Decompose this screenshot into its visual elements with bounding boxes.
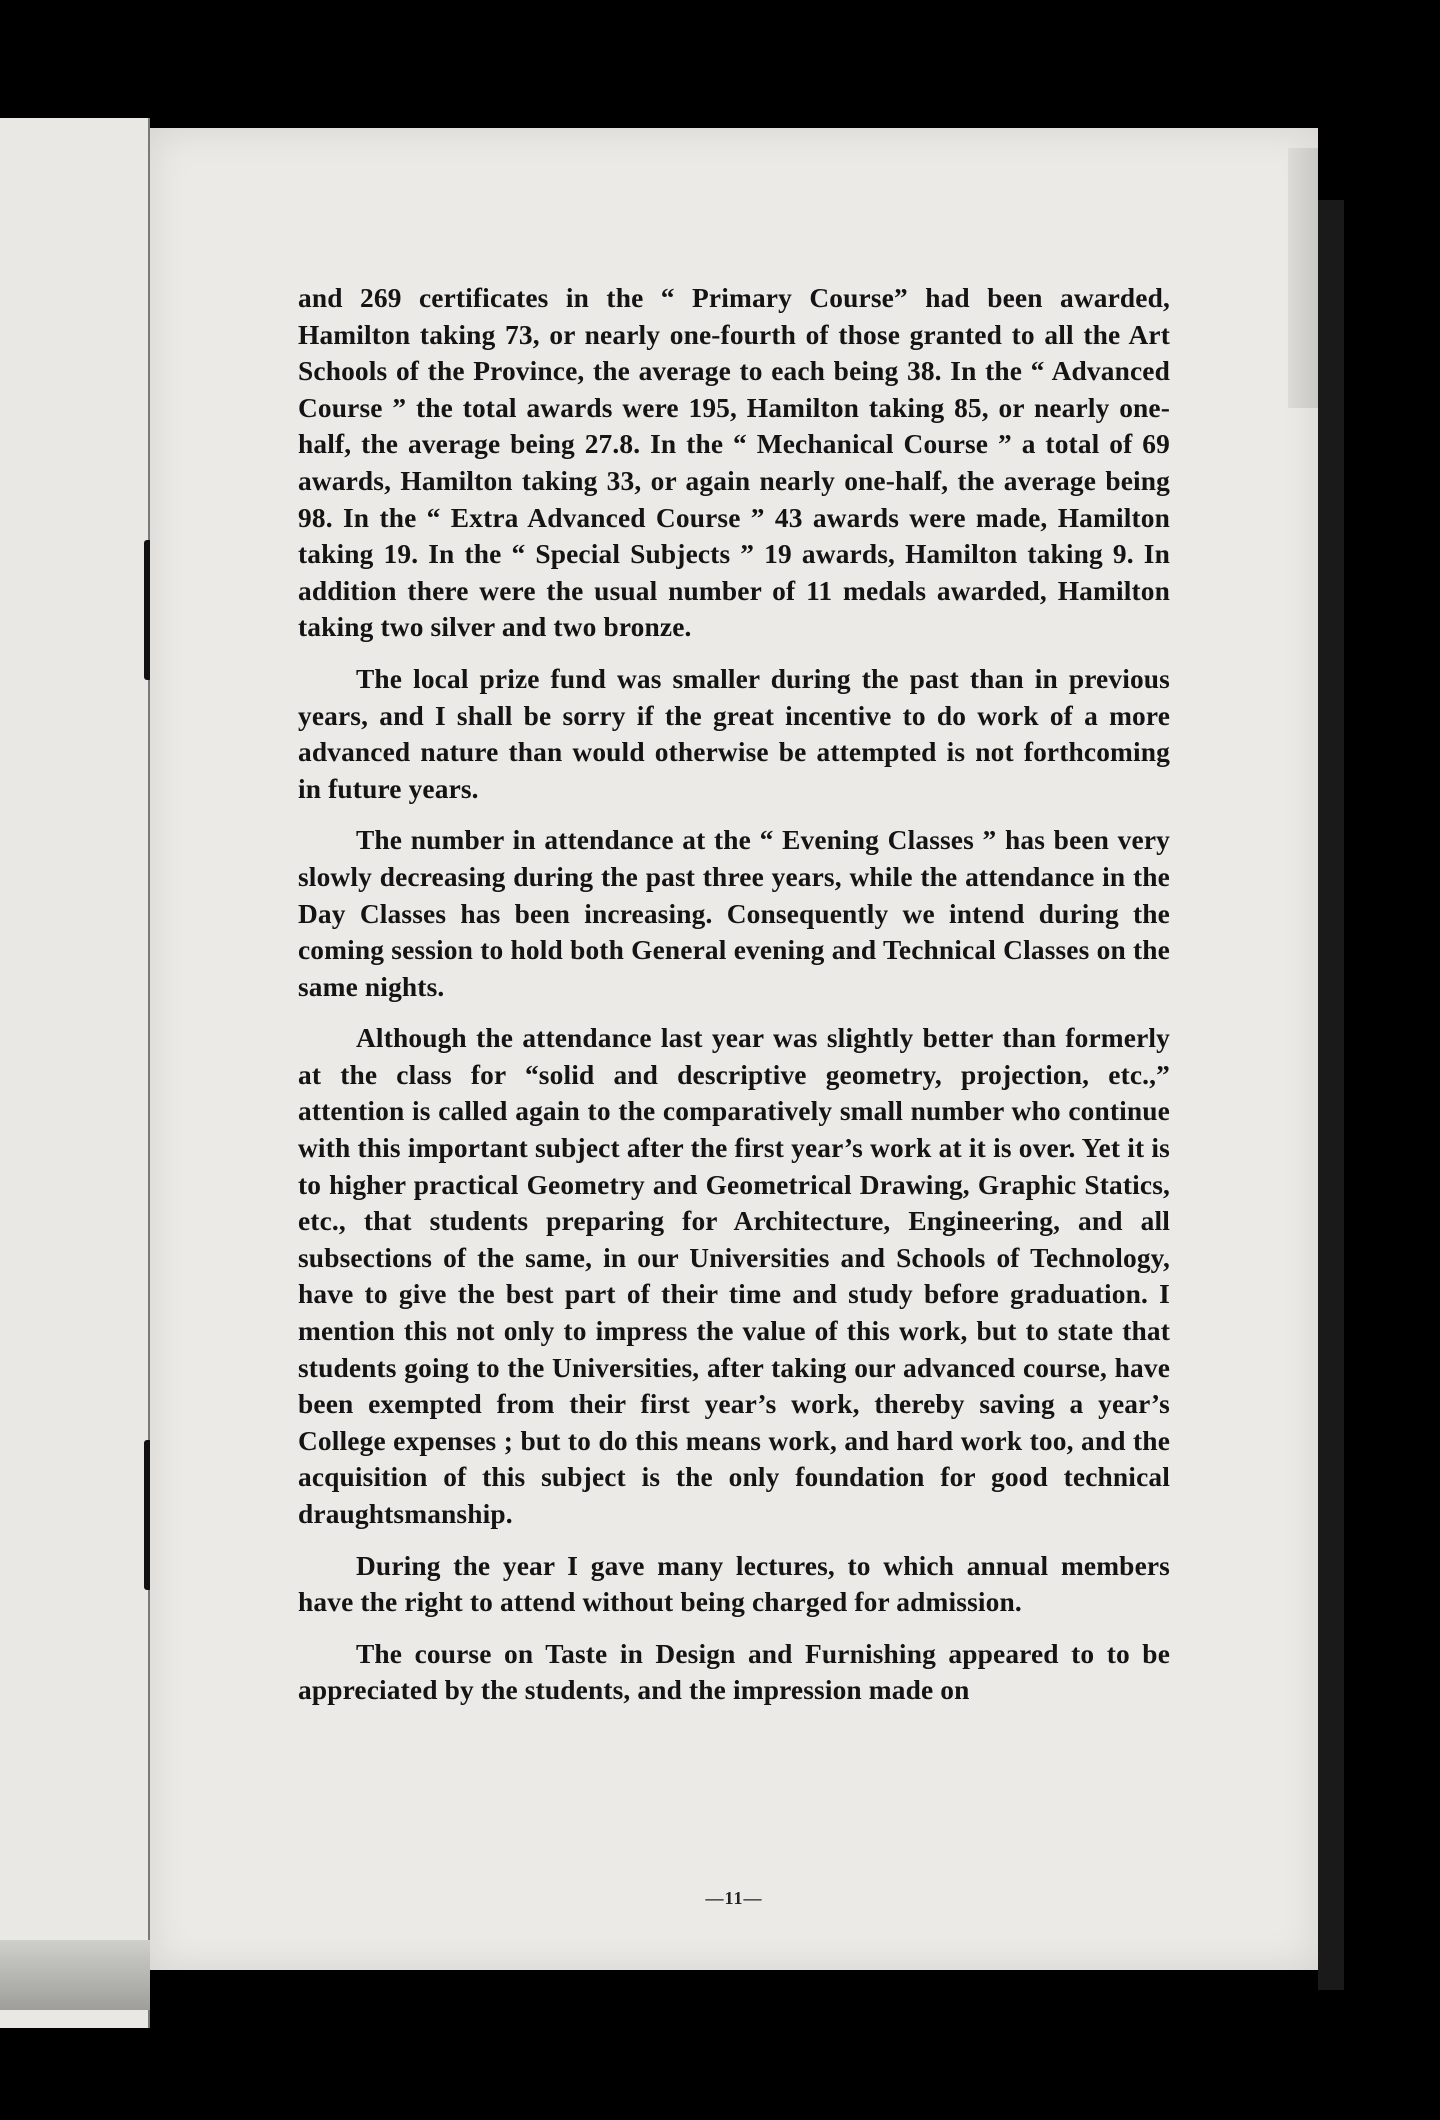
facing-page-bottom-edge: [0, 1940, 150, 2010]
page-number: —11—: [705, 1888, 763, 1908]
facing-page-edge: [0, 118, 150, 2028]
body-text: [298, 280, 1170, 1724]
page-edge-shadow: [1318, 200, 1344, 1990]
paragraph: The course on Taste in Design and Furnishing appeared to to be appreciated by the students, and the impression made on: [298, 1638, 1170, 1706]
paragraph: During the year I gave many lectures, to which annual members have the right to attend without being charged for admission.: [298, 1550, 1170, 1618]
paragraph: and 269 certificates in the “ Primary Course” had been awarded, Hamilton taking 73, or nearly one-fourth of those granted to all the Art Schools of the Province, the average to each being 38. In the “ Advanced Course ” the total awards were 195, Hamilton taking 85, or nearly one-half, the average being 27.8. In the “ Mechanical Course ” a total of 69 awards, Hamilton taking 33, or again nearly one-half, the average being 98. In the “ Extra Advanced Course ” 43 awards were made, Hamilton taking 19. In the “ Special Subjects ” 19 awards, Hamilton taking 9. In addition there were the usual number of 11 medals awarded, Hamilton taking two silver and two bronze.: [298, 283, 1170, 643]
paragraph: The number in attendance at the “ Evening Classes ” has been very slowly decreasing during the past three years, while the attendance in the Day Classes has been increasing. Consequently we intend during the coming session to hold both General evening and Technical Classes on the same nights.: [298, 825, 1170, 1002]
paragraph: The local prize fund was smaller during the past than in previous years, and I shall be sorry if the great incentive to do work of a more advanced nature than would otherwise be attempted is not forthcoming in future years.: [298, 663, 1170, 804]
book-page: [150, 128, 1318, 1970]
paragraph: Although the attendance last year was slightly better than formerly at the class for “solid and descriptive geometry, projection, etc.,” attention is called again to the comparatively small number who continue with this important subject after the first year’s work at it is over. Yet it is to higher practical Geometry and Geometrical Drawing, Graphic Statics, etc., that students preparing for Architecture, Engineering, and all subsections of the same, in our Universities and Schools of Technology, have to give the best part of their time and study before graduation. I mention this not only to impress the value of this work, but to state that students going to the Universities, after taking our advanced course, have been exempted from their first year’s work, thereby saving a year’s College expenses ; but to do this means work, and hard work too, and the acquisition of this subject is the only foundation for good technical draughtsmanship.: [298, 1023, 1170, 1529]
page-corner-fold: [1288, 148, 1318, 408]
